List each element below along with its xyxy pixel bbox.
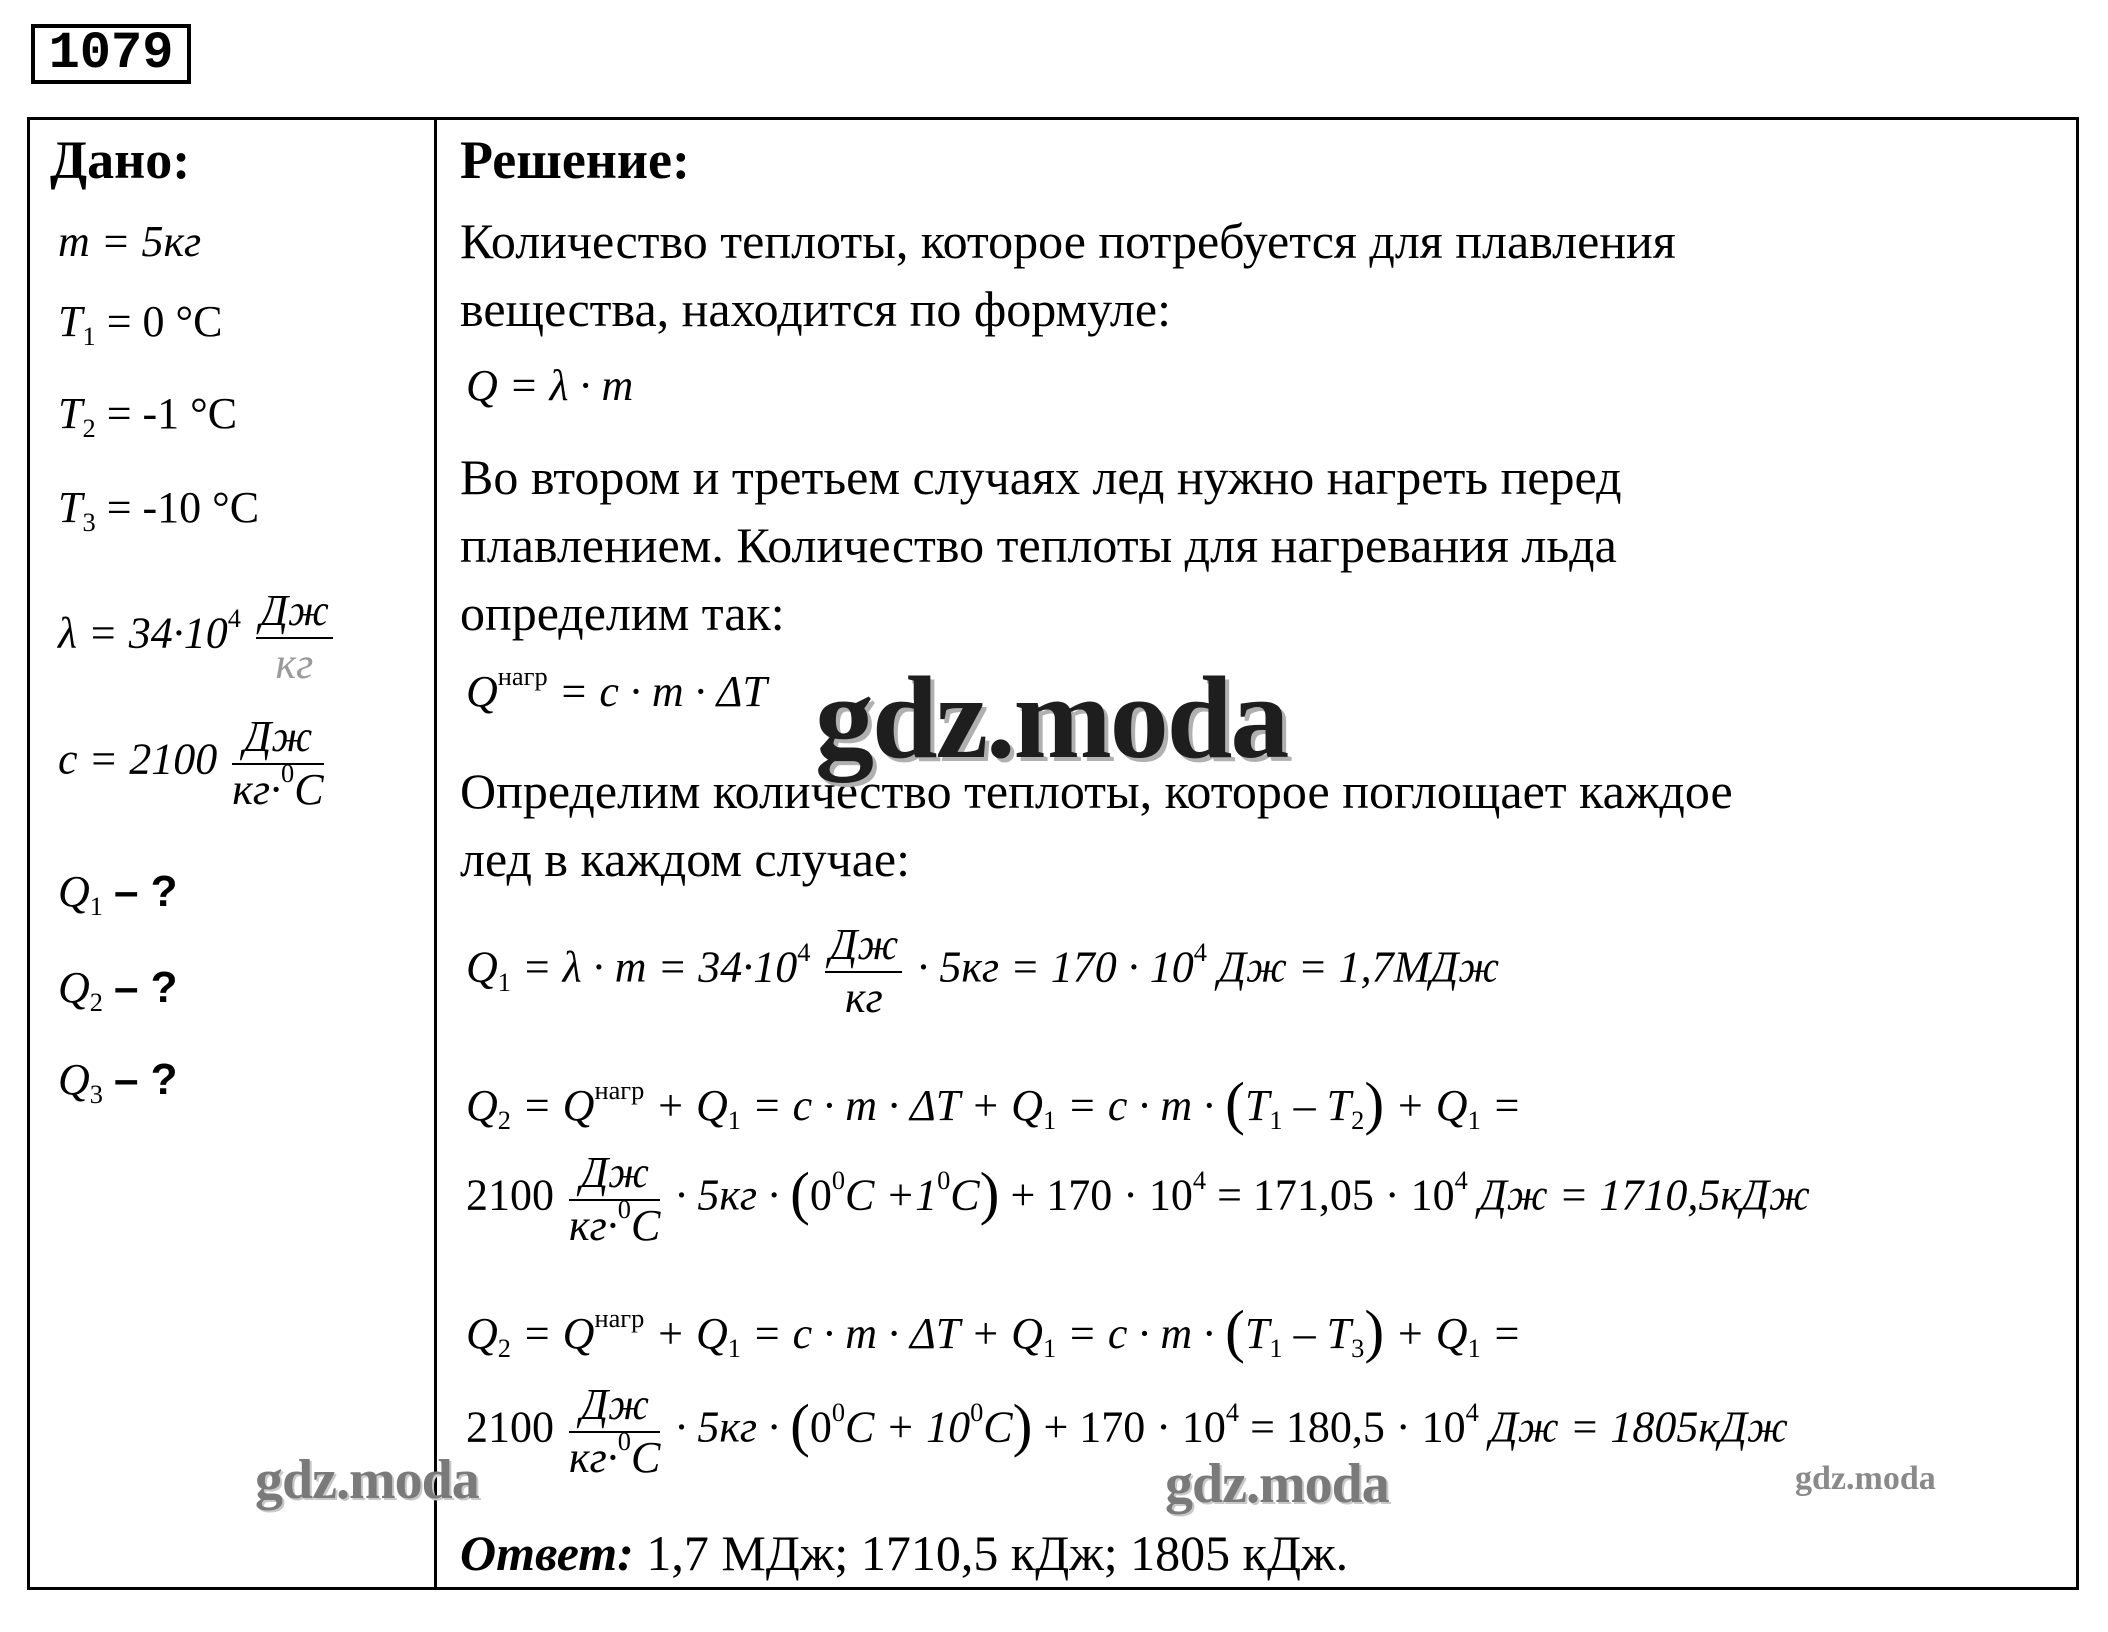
solution-paragraph-1-line-2: вещества, находится по формуле: xyxy=(460,281,1171,337)
problem-number: 1079 xyxy=(31,24,191,84)
answer-label: Ответ: xyxy=(460,1525,634,1581)
formula-q3-line-1: $Q_2 = Q^{нагр} + Q_1 = c \cdot m \cdot \Delta T + Q_1 = c \cdot m \cdot (T_1 - T_3) + Q_1$ = xyxy=(466,1297,1522,1364)
answer-line xyxy=(460,1524,1348,1582)
solution-paragraph-1-line-1: Количество теплоты, которое потребуется для плавления xyxy=(460,213,1676,269)
given-t2: $T_2 = -1$ °C xyxy=(58,389,238,444)
given-t3: $T_3 = -10$ °C xyxy=(58,483,260,538)
formula-q1: $Q_1 = \lambda \cdot m = 34\cdot 10^4$ $\frac{Дж}{кг}$ · $5кг = 170 \cdot 10^4$ Дж = 1,7МДж xyxy=(466,920,1500,1022)
given-mass: m = 5кг xyxy=(58,217,202,266)
column-divider xyxy=(434,117,437,1590)
given-lambda: $\lambda = 34\cdot 10^4$ $\frac{Дж}{кг}$ xyxy=(58,586,337,689)
watermark-bottom-center: gdz.moda xyxy=(1165,1453,1389,1515)
formula-q2-line-1: $Q_2 = Q^{нагр} + Q_1 = c \cdot m \cdot \Delta T + Q_1 = c \cdot m \cdot (T_1 - T_2) + Q_1$ = xyxy=(466,1069,1522,1136)
given-header: Дано: xyxy=(50,130,191,190)
given-c: c = 2100 $\frac{Дж}{кг\cdot^0C}$ xyxy=(58,712,324,814)
answer-text: 1,7 МДж; 1710,5 кДж; 1805 кДж. xyxy=(633,1525,1349,1581)
solution-paragraph-3-line-2: лед в каждом случае: xyxy=(460,831,910,887)
formula-heating: $Q^{нагр} = c \cdot m \cdot \Delta T$ xyxy=(466,660,767,716)
given-unknown-q2: $Q_2$ – ? xyxy=(58,963,178,1018)
solution-paragraph-2-line-1: Во втором и третьем случаях лед нужно нагреть перед xyxy=(460,449,1622,505)
watermark-center: gdz.moda xyxy=(815,652,1288,783)
given-unknown-q1: $Q_1$ – ? xyxy=(58,867,178,922)
solution-paragraph-3-line-1: Определим количество теплоты, которое поглощает каждое xyxy=(460,763,1733,819)
given-t1: $T_1 = 0$ °C xyxy=(58,297,223,352)
solution-paragraph-2-line-2: плавлением. Количество теплоты для нагревания льда xyxy=(460,517,1617,573)
formula-q3-line-2: 2100 $\frac{Дж}{кг\cdot^0C}$ · $5кг \cdot (0^0C + 10^0C) + 170 \cdot 10^4 = 180,5 \cdot 10^4$ Дж = 1805кДж xyxy=(466,1380,1788,1482)
solution-header: Решение: xyxy=(460,130,690,190)
given-unknown-q3: $Q_3$ – ? xyxy=(58,1055,178,1110)
formula-q2-line-2: 2100 $\frac{Дж}{кг\cdot^0C}$ · $5кг \cdot (0^0C +1^0C) + 170 \cdot 10^4 = 171,05 \cdot 10^4$ Дж = 1710,5кДж xyxy=(466,1148,1810,1250)
formula-melting: Q = λ · m xyxy=(466,361,634,410)
watermark-bottom-left: gdz.moda xyxy=(255,1449,479,1511)
watermark-bottom-right: gdz.moda xyxy=(1795,1460,1936,1497)
solution-paragraph-2-line-3: определим так: xyxy=(460,585,785,641)
